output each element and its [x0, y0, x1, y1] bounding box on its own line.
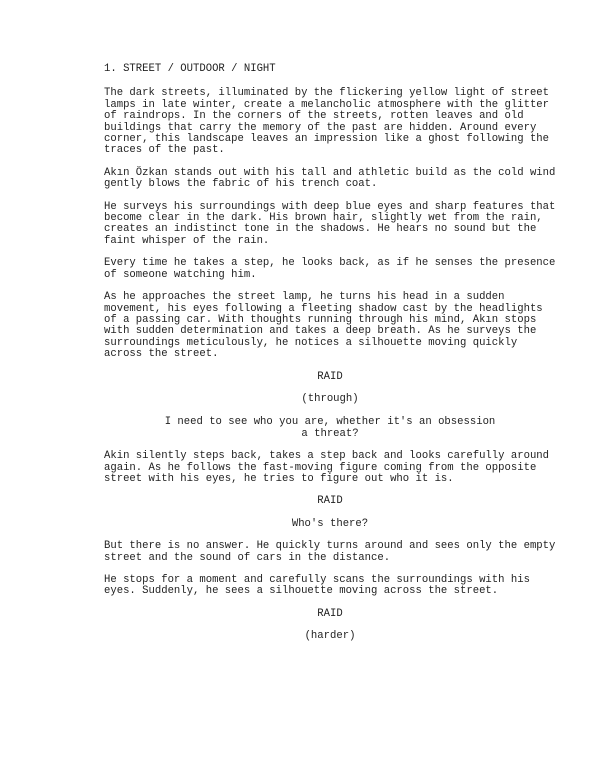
dialogue-line: a threat? — [301, 427, 359, 440]
dialogue: Who's there? — [291, 517, 369, 530]
action-paragraph: He stops for a moment and carefully scans the surroundings with his eyes. Suddenly, he sees a silhouette moving across the street. — [104, 574, 530, 598]
action-paragraph: He surveys his surroundings with deep blue eyes and sharp features that become clear in the dark. His brown hair, slightly wet from the rain, creates an indistinct tone in the shadows. He hears no sound but the faint whisper of the rain. — [104, 200, 556, 247]
parenthetical: (through) — [301, 392, 359, 405]
dialogue — [104, 417, 556, 440]
action-paragraph: As he approaches the street lamp, he turns his head in a sudden movement, his eyes following a fleeting shadow cast by the headlights of a passing car. With thoughts running through his mind, Akın stops with sudden determination and takes a deep breath. As he surveys the surroundings meticulously, he notices a silhouette moving quickly across the street. — [104, 291, 543, 361]
character-name: RAID — [317, 607, 343, 620]
action-paragraph: Every time he takes a step, he looks back, as if he senses the presence of someone watching him. — [104, 257, 556, 281]
parenthetical: (harder) — [304, 630, 356, 643]
screenplay-body — [104, 64, 556, 655]
action-paragraph: But there is no answer. He quickly turns around and sees only the empty street and the sound of cars in the distance. — [104, 540, 556, 564]
action-paragraph: The dark streets, illuminated by the flickering yellow light of street lamps in late winter, create a melancholic atmosphere with the glitter of raindrops. In the corners of the streets, rotten leaves and old buildings that carry the memory of the past are hidden. Around every corner, this landscape leaves an impression like a ghost following the traces of the past. — [104, 87, 550, 157]
action-paragraph: Akin silently steps back, takes a step back and looks carefully around again. As he follows the fast-moving figure coming from the opposite street with his eyes, he tries to figure out who it is. — [104, 450, 550, 485]
dialogue-line: I need to see who you are, whether it's an obsession — [164, 416, 496, 429]
scene-heading: 1. STREET / OUTDOOR / NIGHT — [104, 63, 276, 75]
action-paragraph: Akın Özkan stands out with his tall and athletic build as the cold wind gently blows the fabric of his trench coat. — [104, 166, 556, 191]
character-name: RAID — [317, 370, 343, 383]
character-name: RAID — [317, 495, 343, 508]
